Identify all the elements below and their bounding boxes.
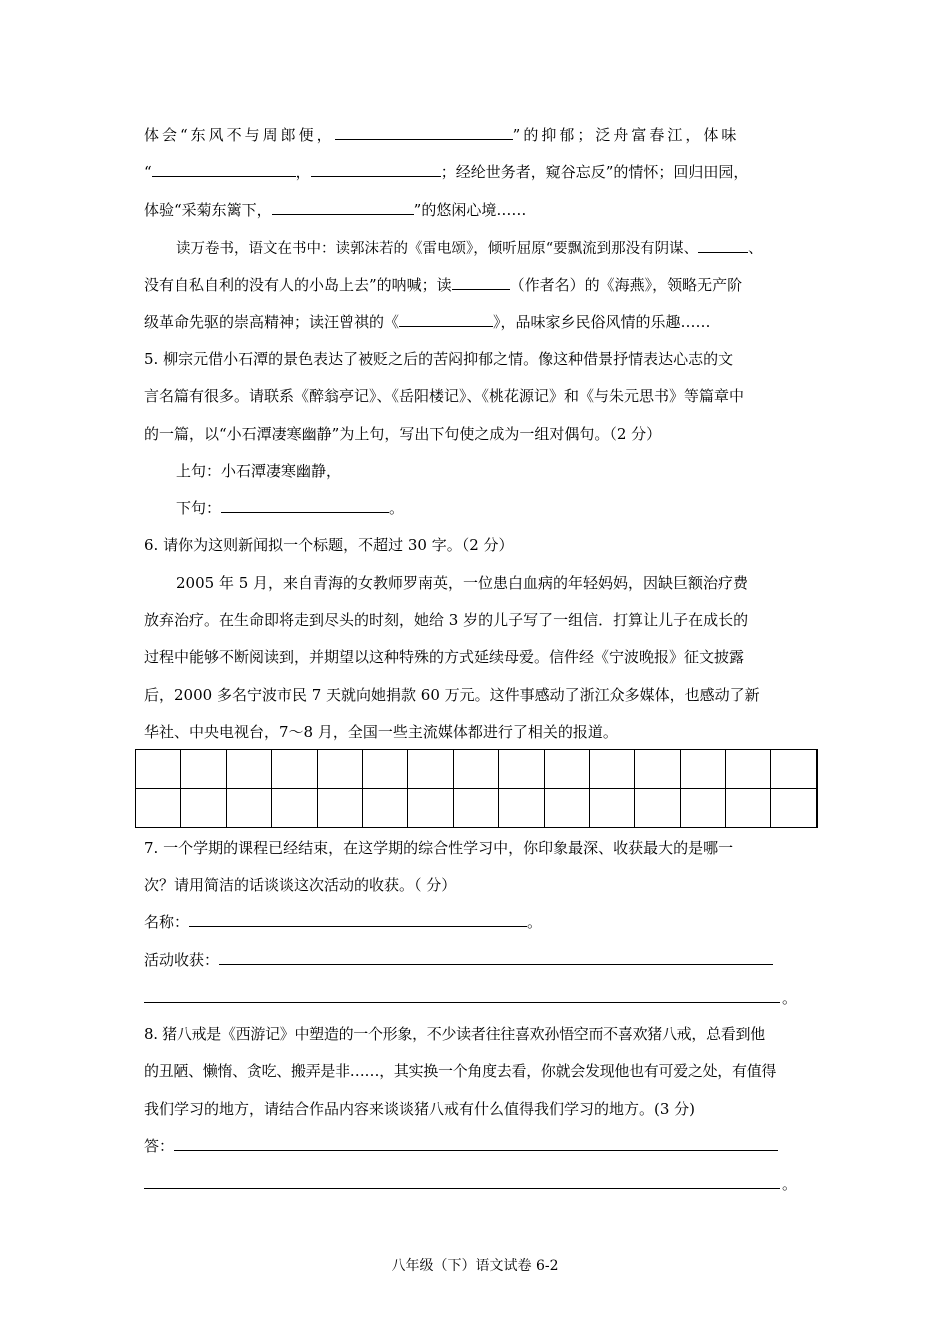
fill-blank[interactable]	[152, 162, 296, 177]
poetry-text: “	[144, 163, 152, 181]
grid-cell[interactable]	[272, 750, 317, 789]
q7-gain-row	[144, 950, 773, 970]
grid-cell[interactable]	[680, 750, 725, 789]
grid-row	[136, 789, 817, 828]
q6-paragraph-line: 后，2000 多名宁波市民 7 天就向她捐款 60 万元。这件事感动了浙江众多媒体，也感动了新	[144, 686, 760, 704]
q5-lower-sentence	[176, 498, 404, 518]
grid-cell[interactable]	[635, 750, 680, 789]
reading-line-1	[176, 238, 763, 259]
grid-cell[interactable]	[226, 750, 271, 789]
answer-grid	[135, 749, 818, 828]
q7-line-2: 次？请用简洁的话谈谈这次活动的收获。（ 分）	[144, 876, 457, 894]
q7-name-blank[interactable]	[189, 912, 527, 927]
q6-paragraph-line: 华社、中央电视台，7～8 月，全国一些主流媒体都进行了相关的报道。	[144, 723, 618, 741]
grid-cell[interactable]	[726, 789, 771, 828]
fill-blank[interactable]	[335, 125, 513, 140]
page-footer: 八年级（下）语文试卷 6-2	[391, 1258, 559, 1274]
q8-line-1: 8. 猪八戒是《西游记》中塑造的一个形象，不少读者往往喜欢孙悟空而不喜欢猪八戒，总看到他	[144, 1025, 765, 1043]
poetry-text: 体验“采菊东篱下，	[144, 201, 272, 219]
q7-line-1: 7. 一个学期的课程已经结束，在这学期的综合性学习中，你印象最深、收获最大的是哪一	[144, 839, 734, 857]
poetry-text: ”的抑郁；泛舟富春江，体味	[512, 126, 740, 144]
poetry-text: ”的悠闲心境……	[413, 201, 527, 219]
q8-answer-blank[interactable]	[174, 1136, 778, 1151]
q8-answer-end: 。	[782, 1175, 798, 1193]
grid-cell[interactable]	[499, 789, 544, 828]
q5-lower-label: 下句：	[176, 499, 222, 517]
fill-blank[interactable]	[311, 162, 441, 177]
grid-cell[interactable]	[181, 789, 226, 828]
grid-cell[interactable]	[771, 789, 817, 828]
reading-text: （作者名）的《海燕》，领略无产阶	[509, 276, 743, 294]
grid-cell[interactable]	[317, 789, 362, 828]
q8-answer-blank-line-2[interactable]	[144, 1188, 780, 1189]
q5-line-1: 5. 柳宗元借小石潭的景色表达了被贬之后的苦闷抑郁之情。像这种借景抒情表达心志的文	[144, 350, 734, 368]
grid-cell[interactable]	[226, 789, 271, 828]
reading-line-3	[144, 312, 711, 332]
q5-lower-blank[interactable]	[221, 498, 389, 513]
poetry-text: 体会“东风不与周郎便，	[144, 126, 335, 144]
reading-text: 、	[748, 241, 763, 257]
q5-line-2: 言名篇有很多。请联系《醉翁亭记》、《岳阳楼记》、《桃花源记》和《与朱元思书》等篇章中	[144, 387, 745, 405]
fill-blank[interactable]	[272, 200, 414, 215]
grid-cell[interactable]	[589, 750, 634, 789]
q5-lower-end: 。	[389, 499, 405, 517]
grid-cell[interactable]	[362, 789, 407, 828]
grid-cell[interactable]	[408, 789, 453, 828]
q6-paragraph-line: 放弃治疗。在生命即将走到尽头的时刻，她给 3 岁的儿子写了一组信．打算让儿子在成长的	[144, 611, 749, 629]
grid-cell[interactable]	[544, 789, 589, 828]
grid-row	[136, 750, 817, 789]
grid-cell[interactable]	[589, 789, 634, 828]
grid-cell[interactable]	[408, 750, 453, 789]
q7-gain-end: 。	[782, 989, 798, 1007]
grid-cell[interactable]	[680, 789, 725, 828]
reading-text: 读万卷书，语文在书中：读郭沫若的《雷电颂》，倾听屈原“要飘流到那没有阴谋、	[176, 241, 699, 257]
q8-line-2: 的丑陋、懒惰、贪吃、搬弄是非……，其实换一个角度去看，你就会发现他也有可爱之处，有值得	[144, 1062, 777, 1080]
reading-text: 》，品味家乡民俗风情的乐趣……	[493, 313, 711, 331]
q7-name-label: 名称：	[144, 913, 190, 931]
q8-line-3: 我们学习的地方，请结合作品内容来谈谈猪八戒有什么值得我们学习的地方。(3 分)	[144, 1100, 696, 1118]
q6-paragraph-line: 过程中能够不断阅读到，并期望以这种特殊的方式延续母爱。信件经《宁波晚报》征文披露	[144, 648, 745, 666]
reading-text: 没有自私自利的没有人的小岛上去”的呐喊；读	[144, 276, 452, 294]
q7-gain-blank-line-2[interactable]	[144, 1002, 780, 1003]
q7-name-row	[144, 912, 542, 932]
q8-answer-label: 答：	[144, 1137, 175, 1155]
q5-upper-sentence: 上句：小石潭凄寒幽静，	[176, 462, 342, 480]
q6-prompt: 6. 请你为这则新闻拟一个标题，不超过 30 字。（2 分）	[144, 536, 514, 554]
grid-cell[interactable]	[544, 750, 589, 789]
grid-cell[interactable]	[453, 750, 498, 789]
q7-gain-label: 活动收获：	[144, 951, 220, 969]
reading-text: 级革命先驱的崇高精神；读汪曾祺的《	[144, 313, 400, 331]
q5-line-3: 的一篇，以“小石潭凄寒幽静”为上句，写出下句使之成为一组对偶句。（2 分）	[144, 425, 662, 443]
poetry-text: ，	[295, 163, 311, 181]
fill-blank[interactable]	[698, 238, 748, 253]
grid-cell[interactable]	[362, 750, 407, 789]
q6-paragraph-line: 2005 年 5 月，来自青海的女教师罗南英，一位患白血病的年轻妈妈，因缺巨额治疗费	[176, 574, 749, 592]
grid-cell[interactable]	[453, 789, 498, 828]
grid-cell[interactable]	[181, 750, 226, 789]
grid-cell[interactable]	[771, 750, 817, 789]
fill-blank[interactable]	[399, 312, 493, 327]
q8-answer-row	[144, 1136, 778, 1156]
fill-blank[interactable]	[452, 275, 510, 290]
grid-cell[interactable]	[136, 789, 181, 828]
poetry-line-2	[144, 162, 748, 182]
q7-name-end: 。	[527, 913, 543, 931]
grid-cell[interactable]	[272, 789, 317, 828]
poetry-line-3	[144, 200, 526, 220]
poetry-line-1	[144, 125, 739, 145]
grid-cell[interactable]	[635, 789, 680, 828]
reading-line-2	[144, 275, 742, 295]
grid-cell[interactable]	[317, 750, 362, 789]
q7-gain-blank[interactable]	[219, 950, 773, 965]
grid-cell[interactable]	[136, 750, 181, 789]
grid-cell[interactable]	[726, 750, 771, 789]
grid-cell[interactable]	[499, 750, 544, 789]
poetry-text: ；经纶世务者，窥谷忘反”的情怀；回归田园，	[440, 163, 749, 181]
